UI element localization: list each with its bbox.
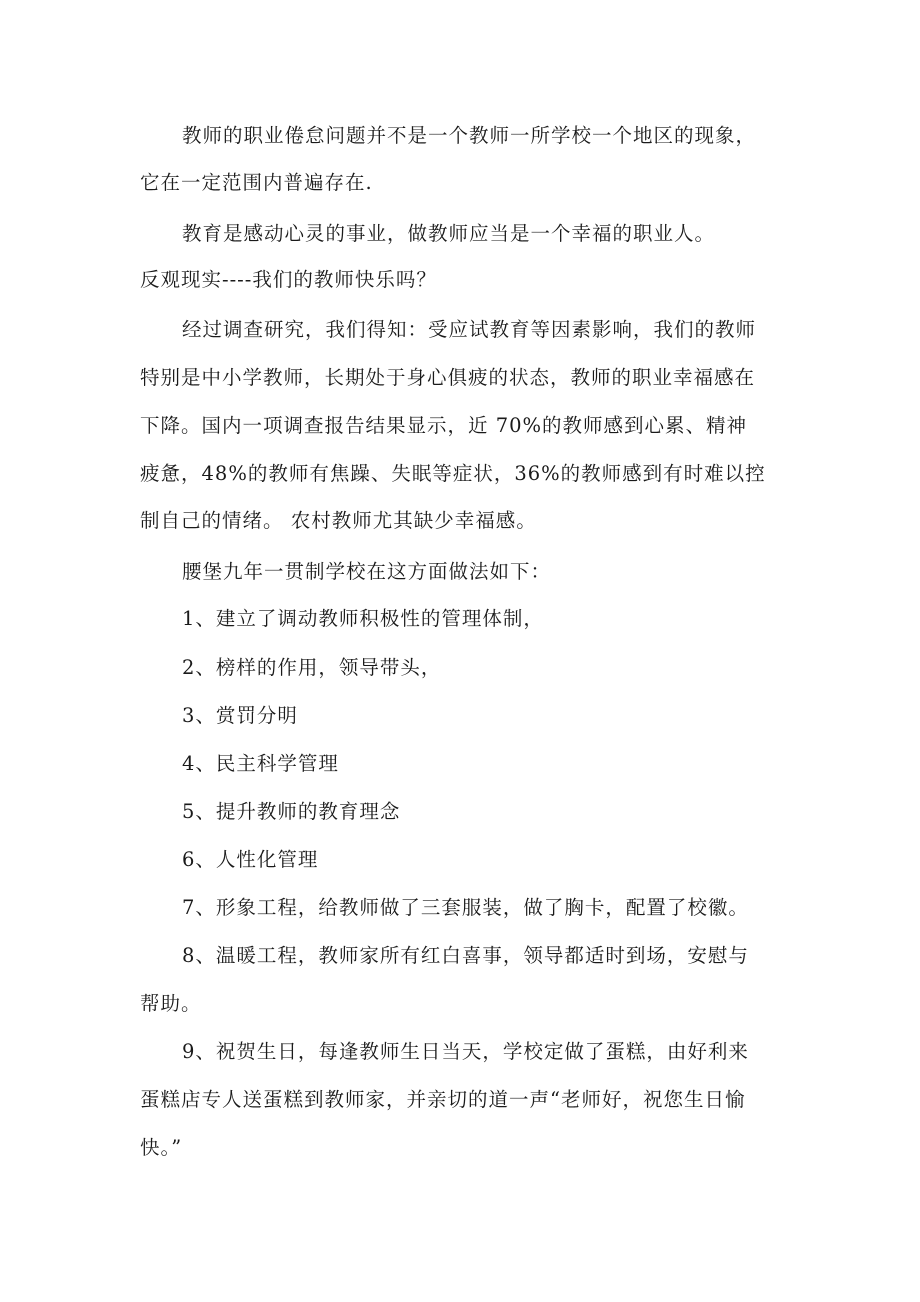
list-item-8-line-1: 8、温暖工程，教师家所有红白喜事，领导都适时到场，安慰与	[182, 944, 749, 967]
paragraph-2-line-1: 教育是感动心灵的事业，做教师应当是一个幸福的职业人。	[182, 222, 716, 245]
paragraph-3-line-5: 制自己的情绪。 农村教师尤其缺少幸福感。	[140, 509, 537, 532]
list-item-7: 7、形象工程，给教师做了三套服装，做了胸卡，配置了校徽。	[182, 896, 749, 919]
list-item-9-line-2: 蛋糕店专人送蛋糕到教师家，并亲切的道一声“老师好，祝您生日愉	[140, 1088, 746, 1111]
list-item-8-line-2: 帮助。	[140, 992, 202, 1015]
paragraph-4-line-1: 腰堡九年一贯制学校在这方面做法如下：	[182, 560, 552, 583]
paragraph-3-line-2: 特别是中小学教师，长期处于身心俱疲的状态，教师的职业幸福感在	[140, 366, 756, 389]
list-item-5: 5、提升教师的教育理念	[182, 800, 401, 823]
list-item-6: 6、人性化管理	[182, 848, 319, 871]
list-item-1: 1、建立了调动教师积极性的管理体制，	[182, 607, 544, 630]
paragraph-3-line-4: 疲惫，48%的教师有焦躁、失眠等症状，36%的教师感到有时难以控	[140, 462, 766, 485]
list-item-3: 3、赏罚分明	[182, 704, 298, 727]
list-item-9-line-1: 9、祝贺生日，每逢教师生日当天，学校定做了蛋糕，由好利来	[182, 1040, 749, 1063]
list-item-9-line-3: 快。”	[140, 1136, 183, 1159]
list-item-4: 4、民主科学管理	[182, 752, 339, 775]
paragraph-3-line-3: 下降。国内一项调查报告结果显示，近 70%的教师感到心累、精神	[140, 414, 748, 437]
paragraph-1-line-2: 它在一定范围内普遍存在.	[140, 171, 373, 194]
paragraph-1-line-1: 教师的职业倦怠问题并不是一个教师一所学校一个地区的现象，	[182, 124, 757, 147]
paragraph-3-line-1: 经过调查研究，我们得知：受应试教育等因素影响，我们的教师	[182, 318, 757, 341]
paragraph-2-line-2: 反观现实----我们的教师快乐吗？	[140, 268, 437, 291]
list-item-2: 2、榜样的作用，领导带头，	[182, 656, 442, 679]
